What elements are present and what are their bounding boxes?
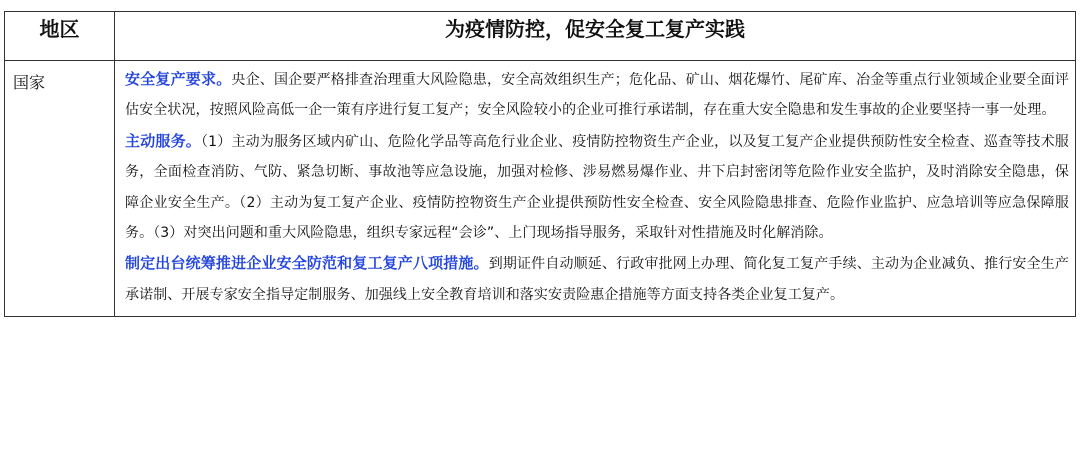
region-cell: 国家: [5, 61, 115, 317]
header-region: 地区: [5, 12, 115, 61]
paragraph-text: 到期证件自动顺延、行政审批网上办理、简化复工复产手续、主动为企业减负、推行安全生产承诺制、开展专家安全指导定制服务、加强线上安全教育培训和落实安责险惠企措施等方面支持各类企业复工复产。: [125, 256, 1069, 303]
policy-table: [4, 11, 1076, 317]
paragraph-heading: 主动服务。: [125, 131, 201, 150]
paragraph-heading: 安全复产要求。: [125, 70, 232, 88]
paragraph-safe-resumption: [125, 64, 1069, 126]
paragraph-text: （1）主动为服务区域内矿山、危险化学品等高危行业企业、疫情防控物资生产企业，以及复工复产企业提供预防性安全检查、巡查等技术服务，全面检查消防、气防、紧急切断、事故池等应急设施，加强对检修、涉易燃易爆作业、井下启封密闭等危险作业安全监护，及时消除安全隐患，保障企业安全生产。（2）主动为复工复产企业、疫情防控物资生产企业提供预防性安全检查、安全风险隐患排查、危险作业监护、应急培训等应急保障服务。（3）对突出问题和重大风险隐患，组织专家远程“会诊”、上门现场指导服务，采取针对性措施及时化解消除。: [125, 133, 1069, 242]
content-cell: [115, 61, 1076, 317]
paragraph-text: 央企、国企要严格排查治理重大风险隐患，安全高效组织生产；危化品、矿山、烟花爆竹、尾矿库、冶金等重点行业领域企业要全面评估安全状况，按照风险高低一企一策有序进行复工复产；安全风险较小的企业可推行承诺制，存在重大安全隐患和发生事故的企业要坚持一事一处理。: [125, 72, 1069, 119]
header-practice: 为疫情防控，促安全复工复产实践: [115, 12, 1076, 61]
table-header-row: [5, 12, 1076, 61]
paragraph-heading: 制定出台统筹推进企业安全防范和复工复产八项措施。: [125, 254, 489, 273]
paragraph-eight-measures: [125, 248, 1069, 310]
table-row: [5, 61, 1076, 317]
paragraph-active-service: [125, 126, 1069, 249]
